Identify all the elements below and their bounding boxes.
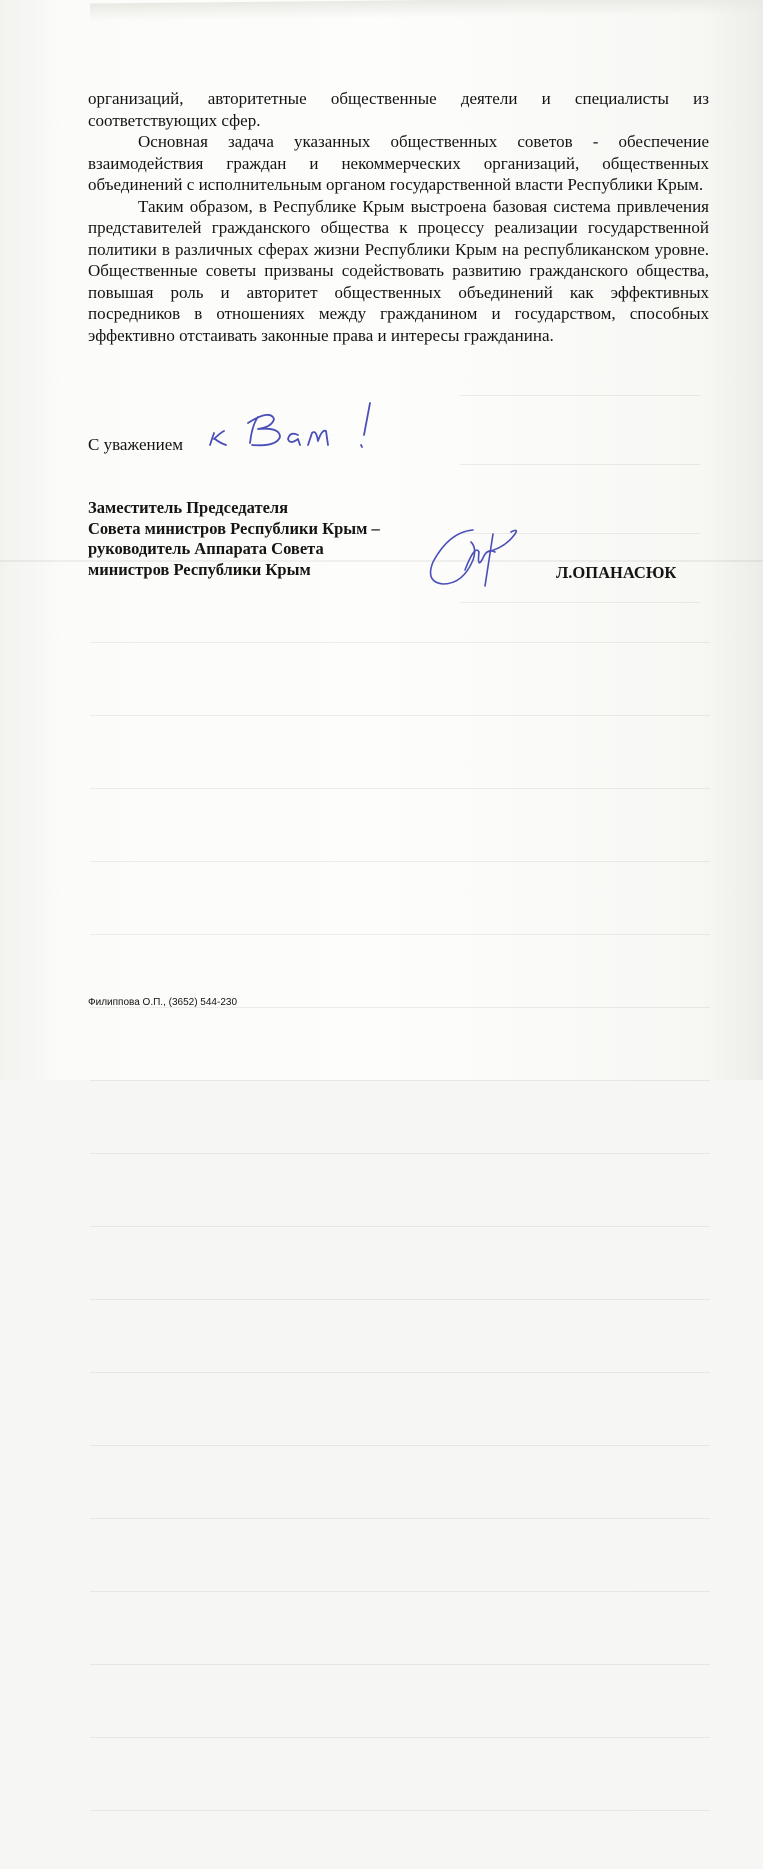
signer-position-line: Заместитель Председателя xyxy=(88,498,289,517)
paragraph-conclusion: Таким образом, в Республике Крым выстроена базовая система привлечения представителей гражданского общества к процессу реализации государственной политики в различных сферах жизни Республики Крым на республиканском уровне. Общественные советы призваны содействовать развитию гражданского общества, повышая роль и авторитет общественных объединений как эффективных посредников в отношениях между гражданином и государством, способных эффективно отстаивать законные права и интересы гражданина. xyxy=(88,196,709,345)
bleed-through-address xyxy=(460,345,700,445)
paragraph-continuation: организаций, авторитетные общественные деятели и специалисты из соответствующих сфер. xyxy=(88,89,709,130)
signer-position-line: министров Республики Крым xyxy=(88,559,311,579)
page-fold-shadow xyxy=(90,0,763,22)
signer-position-line: руководитель Аппарата Совета xyxy=(88,539,324,558)
handwritten-signature xyxy=(415,522,535,592)
signer-name: Л.ОПАНАСЮК xyxy=(556,563,677,582)
closing-salutation: С уважением xyxy=(88,435,184,454)
paragraph-councils-task: Основная задача указанных общественных советов - обеспечение взаимодействия граждан и некоммерческих организаций, общественных объединений с исполнительным органом государственной власти Республики Крым. xyxy=(88,132,709,194)
letter-body xyxy=(88,88,709,346)
signer-position xyxy=(88,498,380,580)
signer-position-line: Совета министров Республики Крым – xyxy=(88,518,380,538)
handwritten-note xyxy=(200,395,400,460)
executor-contact: Филиппова О.П., (3652) 544-230 xyxy=(88,997,238,1008)
